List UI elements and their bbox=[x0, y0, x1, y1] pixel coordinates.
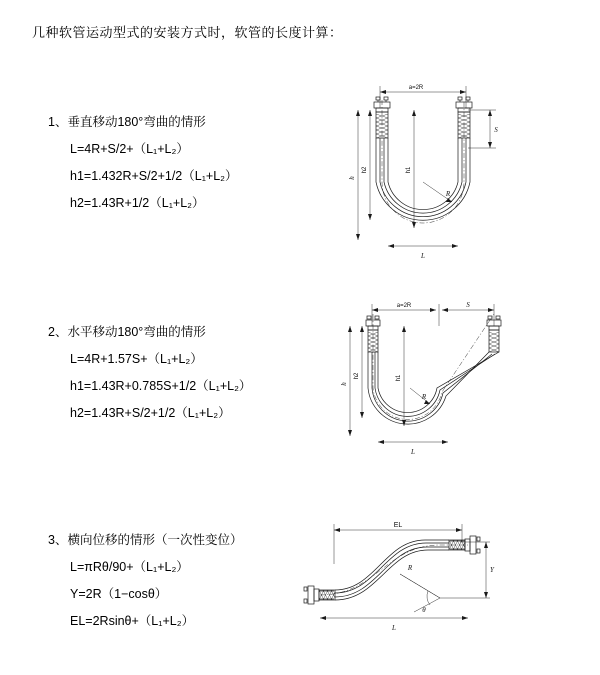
section-2-formula-2: h1=1.43R+0.785S+1/2（L₁+L₂） bbox=[70, 379, 252, 393]
svg-text:L: L bbox=[411, 448, 415, 456]
section-2-heading: 2、水平移动180°弯曲的情形 bbox=[48, 325, 206, 339]
svg-text:R: R bbox=[421, 393, 427, 401]
svg-text:EL: EL bbox=[393, 522, 403, 529]
svg-text:h: h bbox=[340, 382, 348, 386]
section-2-formula-3: h2=1.43R+S/2+1/2（L₁+L₂） bbox=[70, 406, 231, 420]
svg-text:h1: h1 bbox=[396, 374, 402, 382]
section-1-formula-2: h1=1.432R+S/2+1/2（L₁+L₂） bbox=[70, 169, 238, 183]
figure-lateral-offset bbox=[290, 508, 540, 638]
section-2-formula-1: L=4R+1.57S+（L₁+L₂） bbox=[70, 352, 203, 366]
svg-text:θ: θ bbox=[422, 606, 426, 614]
section-3-formula-2: Y=2R（1−cosθ） bbox=[70, 587, 168, 601]
section-1-heading: 1、垂直移动180°弯曲的情形 bbox=[48, 115, 206, 129]
section-1-formula-1: L=4R+S/2+（L₁+L₂） bbox=[70, 142, 189, 156]
svg-text:a=2R: a=2R bbox=[396, 303, 412, 309]
svg-text:L: L bbox=[421, 252, 425, 260]
svg-text:S: S bbox=[466, 301, 470, 309]
page-title: 几种软管运动型式的安装方式时，软管的长度计算： bbox=[32, 25, 343, 40]
section-2-text bbox=[48, 322, 308, 430]
svg-text:a=2R: a=2R bbox=[408, 85, 424, 91]
section-3-heading: 3、横向位移的情形（一次性变位） bbox=[48, 533, 243, 547]
svg-text:L: L bbox=[392, 624, 396, 632]
svg-text:S: S bbox=[494, 126, 498, 134]
svg-text:h1: h1 bbox=[406, 166, 412, 174]
svg-text:h2: h2 bbox=[362, 166, 368, 174]
svg-text:h2: h2 bbox=[354, 372, 360, 380]
section-3-formula-3: EL=2Rsinθ+（L₁+L₂） bbox=[70, 614, 195, 628]
figure-horizontal-180 bbox=[318, 292, 528, 472]
section-1-formula-3: h2=1.43R+1/2（L₁+L₂） bbox=[70, 196, 205, 210]
svg-text:h: h bbox=[348, 176, 356, 180]
section-3-formula-1: L=πRθ/90+（L₁+L₂） bbox=[70, 560, 189, 574]
figure-vertical-180 bbox=[318, 70, 528, 270]
svg-text:R: R bbox=[445, 190, 451, 198]
svg-text:R: R bbox=[407, 564, 413, 572]
section-3-text bbox=[48, 530, 308, 638]
section-1-text bbox=[48, 112, 308, 220]
svg-text:Y: Y bbox=[490, 566, 494, 574]
